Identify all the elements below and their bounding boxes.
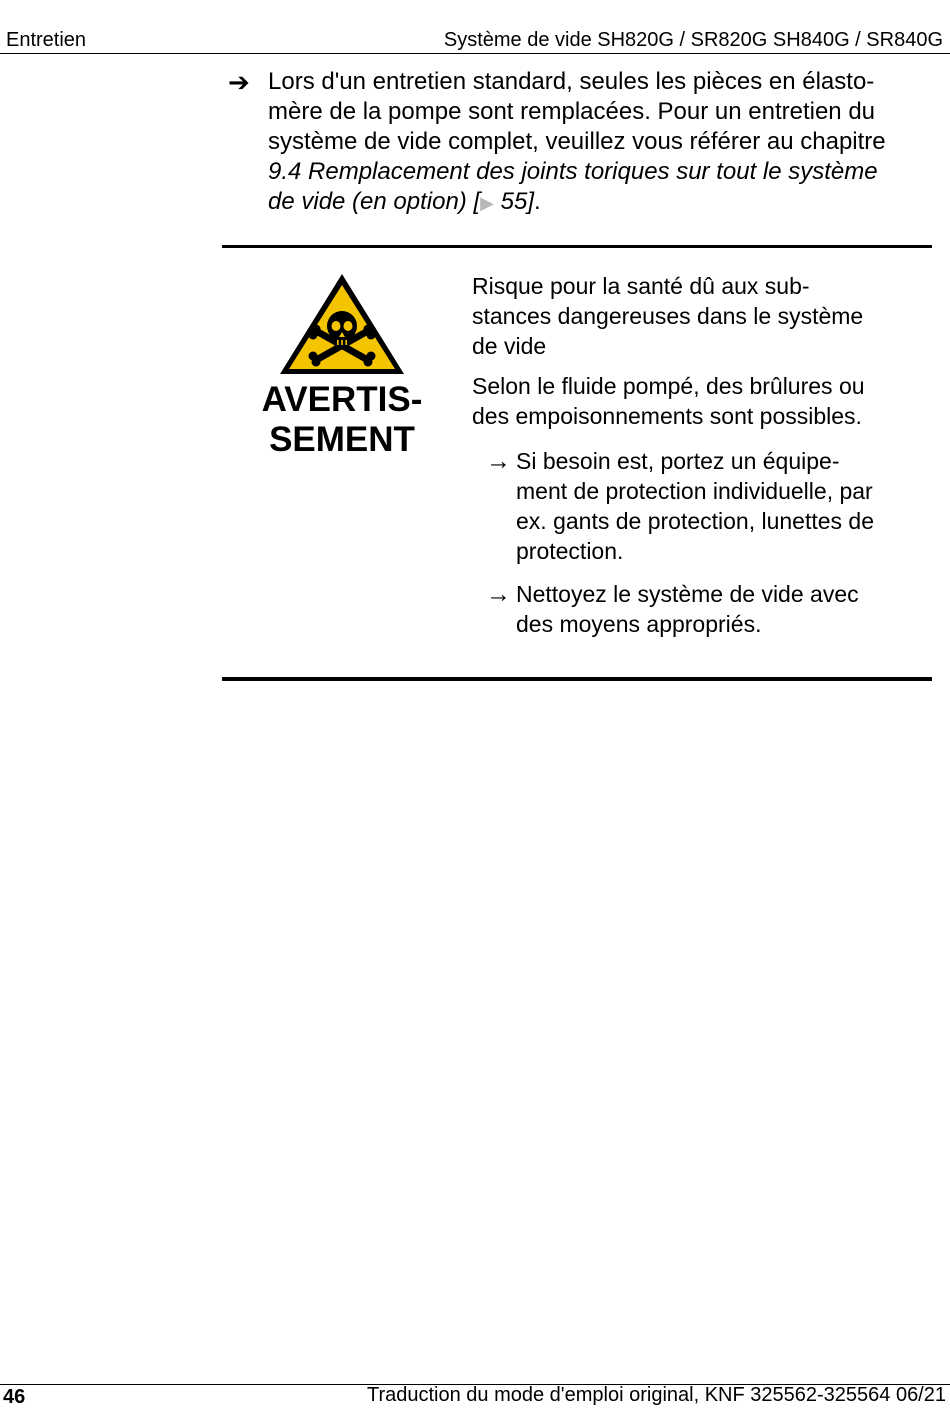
- intro-line: mère de la pompe sont remplacées. Pour un entretien du: [268, 98, 876, 125]
- action-line: Nettoyez le système de vide avec: [516, 581, 859, 607]
- warning-description-line: Selon le fluide pompé, des brûlures ou: [472, 373, 865, 399]
- header-section: Entretien: [6, 29, 87, 51]
- action-line: Si besoin est, portez un équipe-: [516, 448, 840, 474]
- action-text: [516, 579, 926, 639]
- signal-word-line: SEMENT: [269, 420, 415, 459]
- signal-word-line: AVERTIS-: [261, 380, 423, 419]
- warning-description-line: des empoisonnements sont possibles.: [472, 403, 862, 429]
- chapter-reference-line: 9.4 Remplacement des joints toriques sur tout le système: [268, 158, 878, 185]
- action-line: protection.: [516, 538, 624, 564]
- intro-line: Lors d'un entretien standard, seules les pièces en élasto-: [268, 68, 875, 95]
- reference-page-number: 55]: [493, 188, 535, 215]
- action-line: ex. gants de protection, lunettes de: [516, 508, 875, 534]
- action-arrow-icon: →: [486, 580, 511, 608]
- intro-text: [268, 67, 938, 218]
- warning-top-rule: [222, 245, 932, 248]
- header-rule: [0, 53, 950, 54]
- action-text: [516, 446, 926, 566]
- page-reference-icon: ▶: [480, 193, 494, 213]
- header-product: Système de vide SH820G / SR820G SH840G / SR840G: [443, 29, 943, 51]
- warning-title-line: Risque pour la santé dû aux sub-: [472, 273, 810, 299]
- toxic-hazard-triangle-icon: [277, 271, 407, 377]
- footer-text: Traduction du mode d'emploi original, KNF 325562-325564 06/21: [366, 1384, 946, 1406]
- instruction-arrow-icon: ➔: [228, 67, 250, 97]
- action-line: des moyens appropriés.: [516, 611, 762, 637]
- page-header: [0, 0, 950, 54]
- intro-period: .: [534, 188, 541, 215]
- signal-word: [243, 380, 441, 460]
- warning-title-line: stances dangereuses dans le système: [472, 303, 864, 329]
- chapter-reference-line: de vide (en option) [: [268, 188, 481, 215]
- intro-line: système de vide complet, veuillez vous référer au chapitre: [268, 128, 886, 155]
- page-number: 46: [3, 1386, 26, 1408]
- action-line: ment de protection individuelle, par: [516, 478, 873, 504]
- warning-bottom-rule: [222, 677, 932, 681]
- chapter-reference-link[interactable]: [268, 158, 878, 215]
- action-arrow-icon: →: [486, 447, 511, 475]
- warning-title-line: de vide: [472, 333, 547, 359]
- warning-title: [472, 271, 922, 361]
- warning-description: [472, 371, 922, 431]
